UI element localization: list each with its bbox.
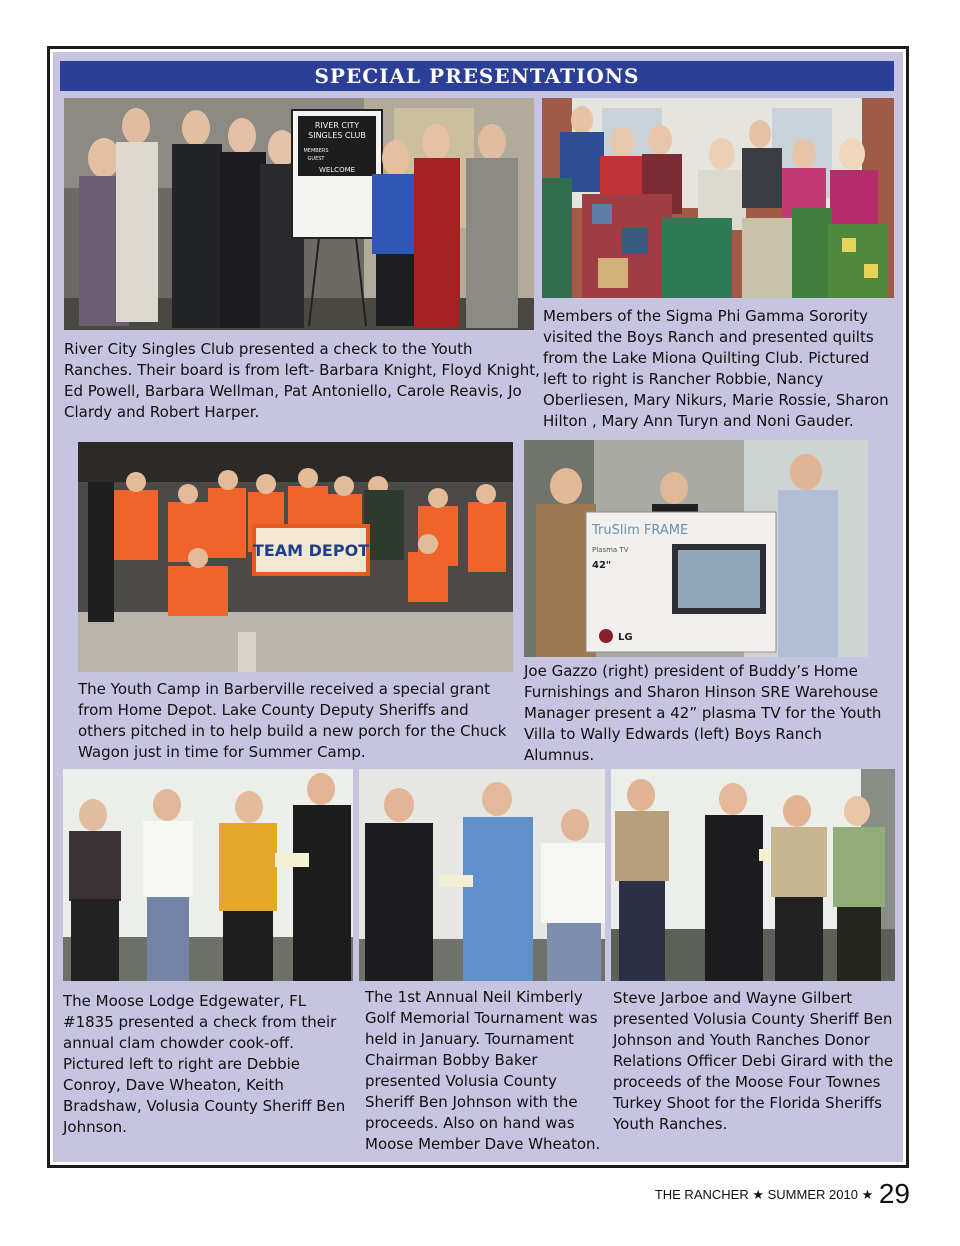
sign-line-5: WELCOME [318,166,356,174]
photo-moose-lodge-graphic [63,769,353,981]
caption-golf-memorial: The 1st Annual Neil Kimberly Golf Memorial Tournament was held in January. Tournament Chairman Bobby Baker presented Volusia County Sheriff Ben Johnson with the proceeds. Also on hand was Moose Member Dave Wheaton. [365,988,601,1153]
tv-box-logo: LG [618,632,633,643]
photo-sigma-phi-quilts [542,98,894,298]
photo-turkey-shoot-graphic [611,769,895,981]
caption-turkey-shoot: Steve Jarboe and Wayne Gilbert presented Volusia County Sheriff Ben Johnson and Youth Ranches Donor Relations Officer Debi Girard with the proceeds of the Moose Four Townes Turkey Shoot for the Florida Sheriffs Youth Ranches. [613,989,894,1133]
photo-turkey-shoot [611,769,895,981]
sign-line-3: MEMBERS [303,148,329,154]
photo-river-city-singles [64,98,534,330]
photo-river-city-singles-graphic [64,98,534,330]
caption-river-city-singles: River City Singles Club presented a check to the Youth Ranches. Their board is from left- Barbara Knight, Floyd Knight, Ed Powell, Barbara Wellman, Pat Antoniello, Carole Reavis, Jo Clardy and Robert Harper. [64,340,540,421]
caption-sigma-phi-quilts: Members of the Sigma Phi Gamma Sorority visited the Boys Ranch and presented quilts from the Lake Miona Quilting Club. Pictured left to right is Rancher Robbie, Nancy Oberliesen, Mary Nikurs, Marie Rossie, Sharon Hilton , Mary Ann Turyn and Noni Gauder. [543,307,889,430]
page-number: 29 [878,1178,910,1209]
photo-sigma-phi-quilts-graphic [542,98,894,298]
photo-plasma-tv-graphic [524,440,868,657]
photo-team-depot [78,442,513,672]
sign-line-4: GUEST [307,156,325,162]
photo-moose-lodge [63,769,353,981]
photo-golf-memorial-graphic [359,769,605,981]
footer-publication: THE RANCHER [654,1187,749,1202]
page-footer [655,1178,910,1210]
tv-box-model: Plasma TV [592,546,629,554]
photo-golf-memorial [359,769,605,981]
sign-line-1: RIVER CITY [314,121,360,130]
footer-issue: SUMMER 2010 [767,1187,858,1202]
tv-box-brand: TruSlim FRAME [592,523,689,538]
star-icon-2: ★ [861,1187,874,1202]
team-depot-banner-text: TEAM DEPOT [252,541,370,560]
photo-plasma-tv [524,440,868,657]
section-banner: SPECIAL PRESENTATIONS [60,61,894,91]
tv-box-size: 42" [592,560,612,571]
caption-team-depot: The Youth Camp in Barberville received a special grant from Home Depot. Lake County Deputy Sheriffs and others pitched in to help build a new porch for the Chuck Wagon just in time for Summer Camp. [78,680,507,761]
photo-team-depot-graphic [78,442,513,672]
caption-moose-lodge: The Moose Lodge Edgewater, FL #1835 presented a check from their annual clam chowder cook-off. Pictured left to right are Debbie Conroy, Dave Wheaton, Keith Bradshaw, Volusia County Sheriff Ben Johnson. [63,992,346,1136]
caption-plasma-tv: Joe Gazzo (right) president of Buddy’s Home Furnishings and Sharon Hinson SRE Warehouse Manager present a 42” plasma TV for the Youth Villa to Wally Edwards (left) Boys Ranch Alumnus. [524,662,882,764]
star-icon: ★ [752,1187,764,1202]
sign-line-2: SINGLES CLUB [308,131,366,140]
